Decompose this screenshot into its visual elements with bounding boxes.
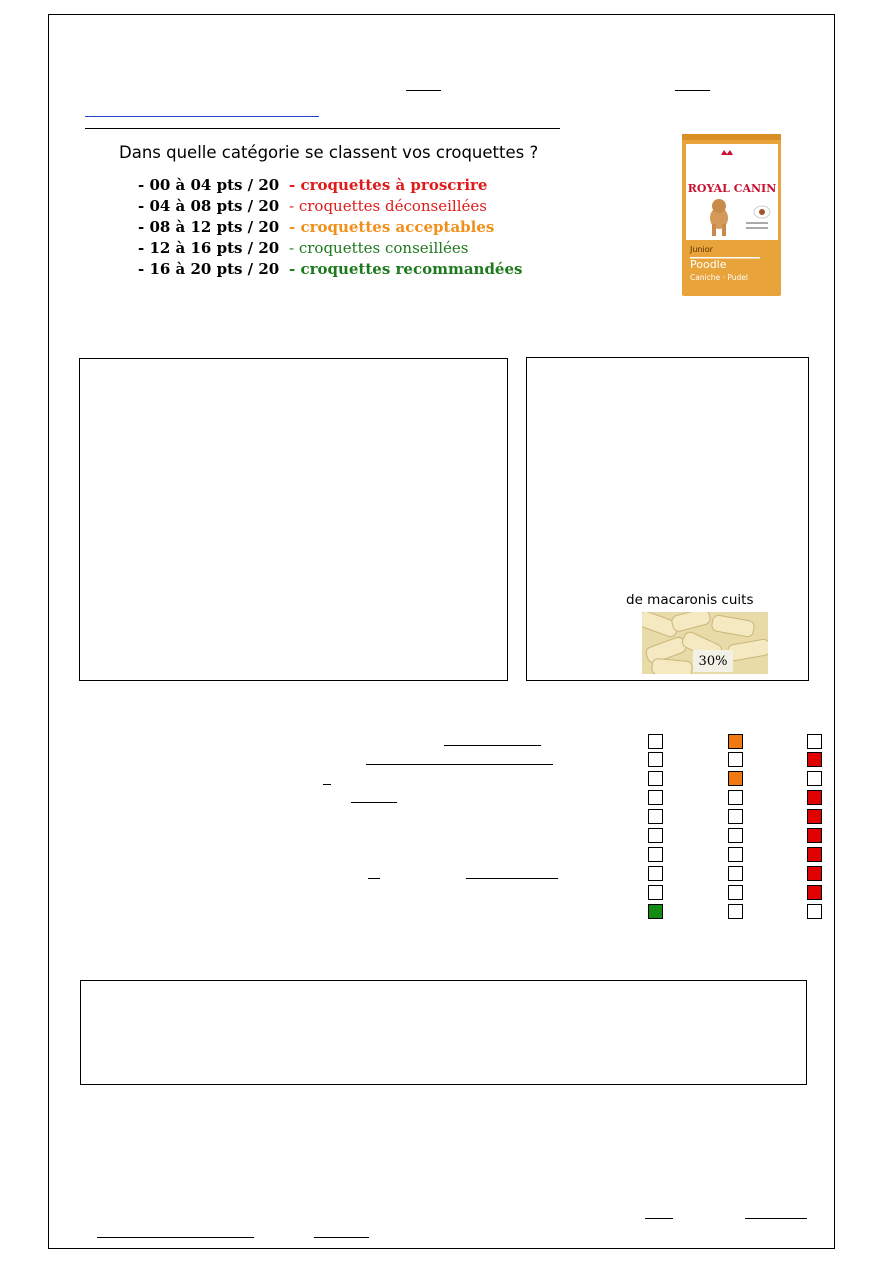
product-bag-image xyxy=(676,130,787,300)
footer-blank-1 xyxy=(645,1218,673,1219)
category-range: - 16 à 20 pts / 20 xyxy=(138,260,280,278)
checkbox-col2-7[interactable] xyxy=(728,847,743,862)
checkbox-col1-6[interactable] xyxy=(648,828,663,843)
footer-blank-2 xyxy=(745,1218,807,1219)
category-label: - croquettes acceptables xyxy=(289,218,495,236)
q-blank-6 xyxy=(466,878,558,879)
checkbox-col2-2[interactable] xyxy=(728,752,743,767)
q-blank-2 xyxy=(366,764,553,765)
macaroni-caption: de macaronis cuits xyxy=(626,592,754,608)
category-range: - 00 à 04 pts / 20 xyxy=(138,176,280,194)
header-blank-2 xyxy=(675,90,710,91)
checkbox-col2-6[interactable] xyxy=(728,828,743,843)
left-content-box xyxy=(79,358,508,681)
breed-text: Poodle xyxy=(690,258,727,271)
checkbox-col3-9[interactable] xyxy=(807,885,822,900)
checkbox-col1-10[interactable] xyxy=(648,904,663,919)
checkbox-col3-6[interactable] xyxy=(807,828,822,843)
q-blank-5 xyxy=(368,878,380,879)
checkbox-col2-5[interactable] xyxy=(728,809,743,824)
checkbox-col1-4[interactable] xyxy=(648,790,663,805)
percent-tag: 30% xyxy=(693,650,733,672)
section-divider xyxy=(85,128,560,129)
checkbox-col3-4[interactable] xyxy=(807,790,822,805)
category-range: - 12 à 16 pts / 20 xyxy=(138,239,280,257)
checkbox-col3-2[interactable] xyxy=(807,752,822,767)
footer-blank-3 xyxy=(97,1237,254,1238)
checkbox-col2-9[interactable] xyxy=(728,885,743,900)
checkbox-col2-1[interactable] xyxy=(728,734,743,749)
category-label: - croquettes déconseillées xyxy=(289,197,487,215)
category-label: - croquettes à proscrire xyxy=(289,176,488,194)
checkbox-col1-8[interactable] xyxy=(648,866,663,881)
checkbox-col3-1[interactable] xyxy=(807,734,822,749)
q-blank-1 xyxy=(444,745,541,746)
breed-sub-text: Caniche · Pudel xyxy=(690,273,748,282)
category-range: - 04 à 08 pts / 20 xyxy=(138,197,280,215)
header-link-underline xyxy=(85,116,319,117)
checkbox-col1-7[interactable] xyxy=(648,847,663,862)
checkbox-col3-7[interactable] xyxy=(807,847,822,862)
header-blank-1 xyxy=(406,90,441,91)
range-name-text: Junior xyxy=(690,245,713,254)
q-blank-3 xyxy=(323,784,331,785)
checkbox-col1-1[interactable] xyxy=(648,734,663,749)
checkbox-col3-3[interactable] xyxy=(807,771,822,786)
checkbox-col3-10[interactable] xyxy=(807,904,822,919)
checkbox-col2-3[interactable] xyxy=(728,771,743,786)
q-blank-4 xyxy=(351,802,397,803)
checkbox-col1-2[interactable] xyxy=(648,752,663,767)
macaroni-image xyxy=(642,612,768,674)
checkbox-col1-5[interactable] xyxy=(648,809,663,824)
checkbox-col3-5[interactable] xyxy=(807,809,822,824)
category-heading: Dans quelle catégorie se classent vos croquettes ? xyxy=(119,143,539,162)
checkbox-col2-10[interactable] xyxy=(728,904,743,919)
checkbox-col2-4[interactable] xyxy=(728,790,743,805)
category-range: - 08 à 12 pts / 20 xyxy=(138,218,280,236)
checkbox-col3-8[interactable] xyxy=(807,866,822,881)
checkbox-col1-9[interactable] xyxy=(648,885,663,900)
brand-text: ROYAL CANIN xyxy=(687,182,777,195)
footer-blank-4 xyxy=(314,1237,369,1238)
checkbox-col2-8[interactable] xyxy=(728,866,743,881)
checkbox-col1-3[interactable] xyxy=(648,771,663,786)
category-label: - croquettes recommandées xyxy=(289,260,523,278)
category-label: - croquettes conseillées xyxy=(289,239,469,257)
bottom-content-box xyxy=(80,980,807,1085)
